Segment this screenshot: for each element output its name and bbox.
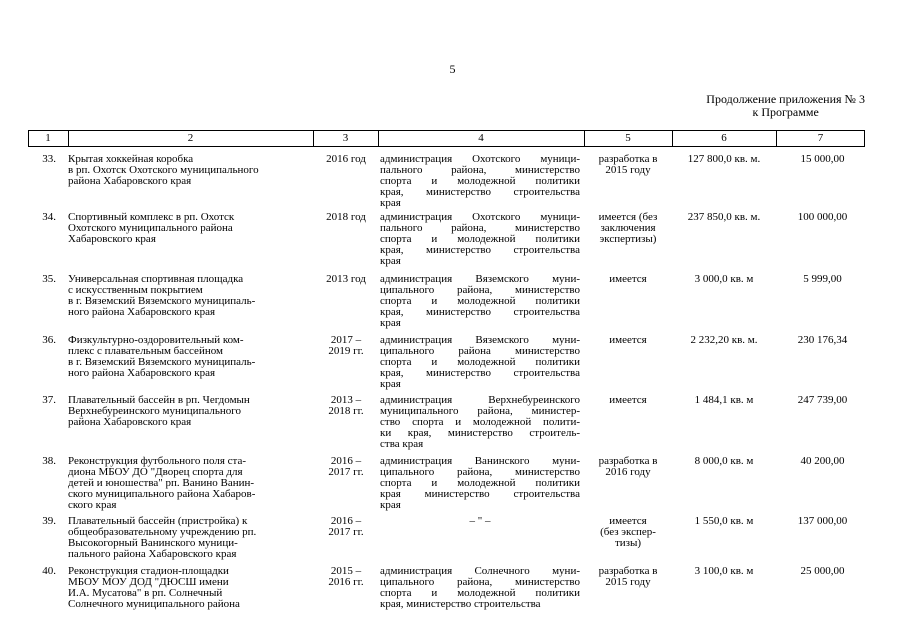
object-area: 2 232,20 кв. м. xyxy=(690,334,758,346)
object-name-line: Плавательный бассейн в рп. Чегдомын xyxy=(68,394,250,406)
column-header: 2 xyxy=(187,132,194,144)
responsible-bodies-line: края xyxy=(380,255,401,267)
object-area: 1 550,0 кв. м xyxy=(694,515,754,527)
responsible-bodies-line: администрация Вяземского муни- xyxy=(380,334,580,346)
construction-period-line: 2017 гг. xyxy=(328,466,364,478)
object-name xyxy=(68,154,314,187)
construction-period-line: 2016 – xyxy=(330,515,362,527)
object-name-line: пального района Хабаровского края xyxy=(68,548,237,560)
documentation-status-line: имеется xyxy=(609,334,647,346)
object-cost: 25 000,00 xyxy=(800,565,845,577)
responsible-bodies-line: администрация Охотского муници- xyxy=(380,153,580,165)
object-name xyxy=(68,456,314,511)
object-area: 237 850,0 кв. м. xyxy=(687,211,761,223)
appendix-note-line: к Программе xyxy=(752,105,819,119)
row-number: 34. xyxy=(42,211,56,223)
documentation-status-line: 2015 году xyxy=(605,164,651,176)
responsible-bodies-line: спорта и молодежной политики xyxy=(380,295,580,307)
documentation-status xyxy=(584,456,672,478)
object-name-line: МБОУ МОУ ДОД "ДЮСШ имени xyxy=(68,576,229,588)
row-number: 38. xyxy=(42,455,56,467)
object-name xyxy=(68,335,314,379)
responsible-bodies-line: спорта и молодежной политики xyxy=(380,587,580,599)
construction-period-line: 2018 год xyxy=(326,211,366,223)
responsible-bodies-line: пального района, министерство xyxy=(380,222,580,234)
responsible-bodies-line: края xyxy=(380,317,401,329)
construction-period-line: 2016 год xyxy=(326,153,366,165)
responsible-bodies-line: ципального района министерство xyxy=(380,345,580,357)
responsible-bodies-line: администрация Охотского муници- xyxy=(380,211,580,223)
object-name-line: ского края xyxy=(68,499,117,511)
object-area: 8 000,0 кв. м xyxy=(694,455,754,467)
object-name-line: в г. Вяземский Вяземского муниципаль- xyxy=(68,295,256,307)
construction-period xyxy=(314,212,378,223)
table-header xyxy=(28,130,865,147)
responsible-bodies-line: края xyxy=(380,499,401,511)
responsible-bodies-line: ципального района, министерство xyxy=(380,284,580,296)
object-name-line: Верхнебуреинского муниципального xyxy=(68,405,241,417)
row-number: 35. xyxy=(42,273,56,285)
responsible-bodies-line: края, министерство строительства xyxy=(380,306,580,318)
construction-period-line: 2013 год xyxy=(326,273,366,285)
responsible-bodies-line: края, министерство строительства xyxy=(380,244,580,256)
responsible-bodies-line: спорта и молодежной политики xyxy=(380,175,580,187)
responsible-bodies-line: спорта и молодежной политики xyxy=(380,356,580,368)
responsible-bodies xyxy=(380,212,580,267)
responsible-bodies-line: ципального района, министерство xyxy=(380,576,580,588)
object-name-line: с искусственным покрытием xyxy=(68,284,203,296)
object-name-line: детей и юношества" рп. Ванино Ванин- xyxy=(68,477,255,489)
responsible-bodies-line: спорта и молодежной политики xyxy=(380,477,580,489)
responsible-bodies xyxy=(380,274,580,329)
column-header: 3 xyxy=(342,132,349,144)
construction-period-line: 2019 гг. xyxy=(328,345,364,357)
documentation-status-line: имеется xyxy=(609,273,647,285)
construction-period xyxy=(314,566,378,588)
responsible-bodies xyxy=(380,516,580,527)
documentation-status-line: экспертизы) xyxy=(599,233,657,245)
object-name-line: района Хабаровского края xyxy=(68,416,192,428)
responsible-bodies-line: ства края xyxy=(380,438,424,450)
responsible-bodies-line: края министерство строительства xyxy=(380,488,580,500)
responsible-bodies xyxy=(380,154,580,209)
documentation-status-line: имеется xyxy=(609,515,647,527)
documentation-status-line: разработка в xyxy=(598,153,658,165)
object-name xyxy=(68,566,314,610)
object-name-line: диона МБОУ ДО "Дворец спорта для xyxy=(68,466,243,478)
construction-period-line: 2017 – xyxy=(330,334,362,346)
responsible-bodies xyxy=(380,335,580,390)
construction-period-line: 2013 – xyxy=(330,394,362,406)
documentation-status-line: тизы) xyxy=(614,537,642,549)
object-name-line: ного района Хабаровского края xyxy=(68,306,216,318)
responsible-bodies-line: ципального района, министерство xyxy=(380,466,580,478)
documentation-status-line: разработка в xyxy=(598,565,658,577)
object-area: 1 484,1 кв. м xyxy=(694,394,754,406)
object-name-line: Высокогорный Ванинского муници- xyxy=(68,537,238,549)
column-header: 7 xyxy=(817,132,824,144)
responsible-bodies-line: края xyxy=(380,378,401,390)
row-number: 37. xyxy=(42,394,56,406)
responsible-bodies-line: администрация Ванинского муни- xyxy=(380,455,580,467)
column-header: 1 xyxy=(45,132,51,144)
responsible-bodies-line: ки края, министерство строитель- xyxy=(380,427,580,439)
construction-period-line: 2015 – xyxy=(330,565,362,577)
responsible-bodies-line: спорта и молодежной политики xyxy=(380,233,580,245)
responsible-bodies-line: края, министерство строительства xyxy=(380,186,580,198)
responsible-bodies xyxy=(380,566,580,610)
object-name-line: Плавательный бассейн (пристройка) к xyxy=(68,515,248,527)
object-name xyxy=(68,395,314,428)
responsible-bodies-line: пального района, министерство xyxy=(380,164,580,176)
column-header: 5 xyxy=(625,132,631,144)
object-name-line: общеобразовательному учреждению рп. xyxy=(68,526,257,538)
object-name xyxy=(68,274,314,318)
object-name-line: И.А. Мусатова" в рп. Солнечный xyxy=(68,587,223,599)
documentation-status-line: 2016 году xyxy=(605,466,651,478)
object-cost: 5 999,00 xyxy=(803,273,842,285)
object-cost: 230 176,34 xyxy=(797,334,848,346)
object-name xyxy=(68,516,314,560)
object-name-line: Реконструкция футбольного поля ста- xyxy=(68,455,247,467)
object-cost: 15 000,00 xyxy=(800,153,845,165)
row-number: 36. xyxy=(42,334,56,346)
row-number: 33. xyxy=(42,153,56,165)
object-name-line: Физкультурно-оздоровительный ком- xyxy=(68,334,244,346)
object-name-line: Реконструкция стадион-площадки xyxy=(68,565,229,577)
row-number: 39. xyxy=(42,515,56,527)
construction-period xyxy=(314,516,378,538)
object-area: 3 100,0 кв. м xyxy=(694,565,754,577)
construction-period xyxy=(314,456,378,478)
responsible-bodies-line: администрация Вяземского муни- xyxy=(380,273,580,285)
construction-period-line: 2018 гг. xyxy=(328,405,364,417)
object-cost: 137 000,00 xyxy=(797,515,848,527)
responsible-bodies-line: муниципального района, министер- xyxy=(380,405,580,417)
documentation-status-line: имеется (без xyxy=(598,211,658,223)
responsible-bodies-line: края xyxy=(380,197,401,209)
construction-period xyxy=(314,154,378,165)
object-name-line: Хабаровского края xyxy=(68,233,156,245)
object-area: 3 000,0 кв. м xyxy=(694,273,754,285)
documentation-status xyxy=(584,212,672,245)
object-name-line: Универсальная спортивная площадка xyxy=(68,273,244,285)
object-name-line: Крытая хоккейная коробка xyxy=(68,153,194,165)
construction-period-line: 2016 гг. xyxy=(328,576,364,588)
object-name-line: Спортивный комплекс в рп. Охотск xyxy=(68,211,235,223)
construction-period xyxy=(314,335,378,357)
documentation-status xyxy=(584,154,672,176)
documentation-status xyxy=(584,335,672,346)
column-header: 4 xyxy=(478,132,484,144)
appendix-note xyxy=(706,93,865,119)
construction-period-line: 2016 – xyxy=(330,455,362,467)
documentation-status-line: (без экспер- xyxy=(600,526,656,538)
responsible-bodies xyxy=(380,395,580,450)
documentation-status-line: заключения xyxy=(600,222,656,234)
responsible-bodies xyxy=(380,456,580,511)
object-area: 127 800,0 кв. м. xyxy=(687,153,761,165)
construction-period xyxy=(314,274,378,285)
object-name-line: района Хабаровского края xyxy=(68,175,192,187)
construction-period xyxy=(314,395,378,417)
object-name-line: в г. Вяземский Вяземского муниципаль- xyxy=(68,356,256,368)
object-name-line: ского муниципального района Хабаров- xyxy=(68,488,256,500)
object-name-line: Солнечного муниципального района xyxy=(68,598,240,610)
construction-period-line: 2017 гг. xyxy=(328,526,364,538)
responsible-bodies-line: администрация Солнечного муни- xyxy=(380,565,580,577)
documentation-status-line: 2015 году xyxy=(605,576,651,588)
documentation-status-line: имеется xyxy=(609,394,647,406)
responsible-bodies-line: края, министерство строительства xyxy=(380,598,541,610)
documentation-status xyxy=(584,274,672,285)
column-header: 6 xyxy=(721,132,727,144)
object-name-line: ного района Хабаровского края xyxy=(68,367,216,379)
object-cost: 40 200,00 xyxy=(800,455,845,467)
documentation-status xyxy=(584,566,672,588)
documentation-status xyxy=(584,516,672,549)
object-name-line: в рп. Охотск Охотского муниципального xyxy=(68,164,259,176)
object-name-line: плекс с плавательным бассейном xyxy=(68,345,223,357)
documentation-status-line: разработка в xyxy=(598,455,658,467)
object-name-line: Охотского муниципального района xyxy=(68,222,233,234)
ditto-mark: – " – xyxy=(469,515,491,527)
responsible-bodies-line: администрация Верхнебуреинского xyxy=(380,394,580,406)
responsible-bodies-line: края, министерство строительства xyxy=(380,367,580,379)
documentation-status xyxy=(584,395,672,406)
appendix-note-line: Продолжение приложения № 3 xyxy=(706,92,865,106)
responsible-bodies-line: ство спорта и молодежной полити- xyxy=(380,416,580,428)
object-cost: 100 000,00 xyxy=(797,211,848,223)
object-cost: 247 739,00 xyxy=(797,394,848,406)
page-number: 5 xyxy=(449,62,456,76)
row-number: 40. xyxy=(42,565,56,577)
object-name xyxy=(68,212,314,245)
